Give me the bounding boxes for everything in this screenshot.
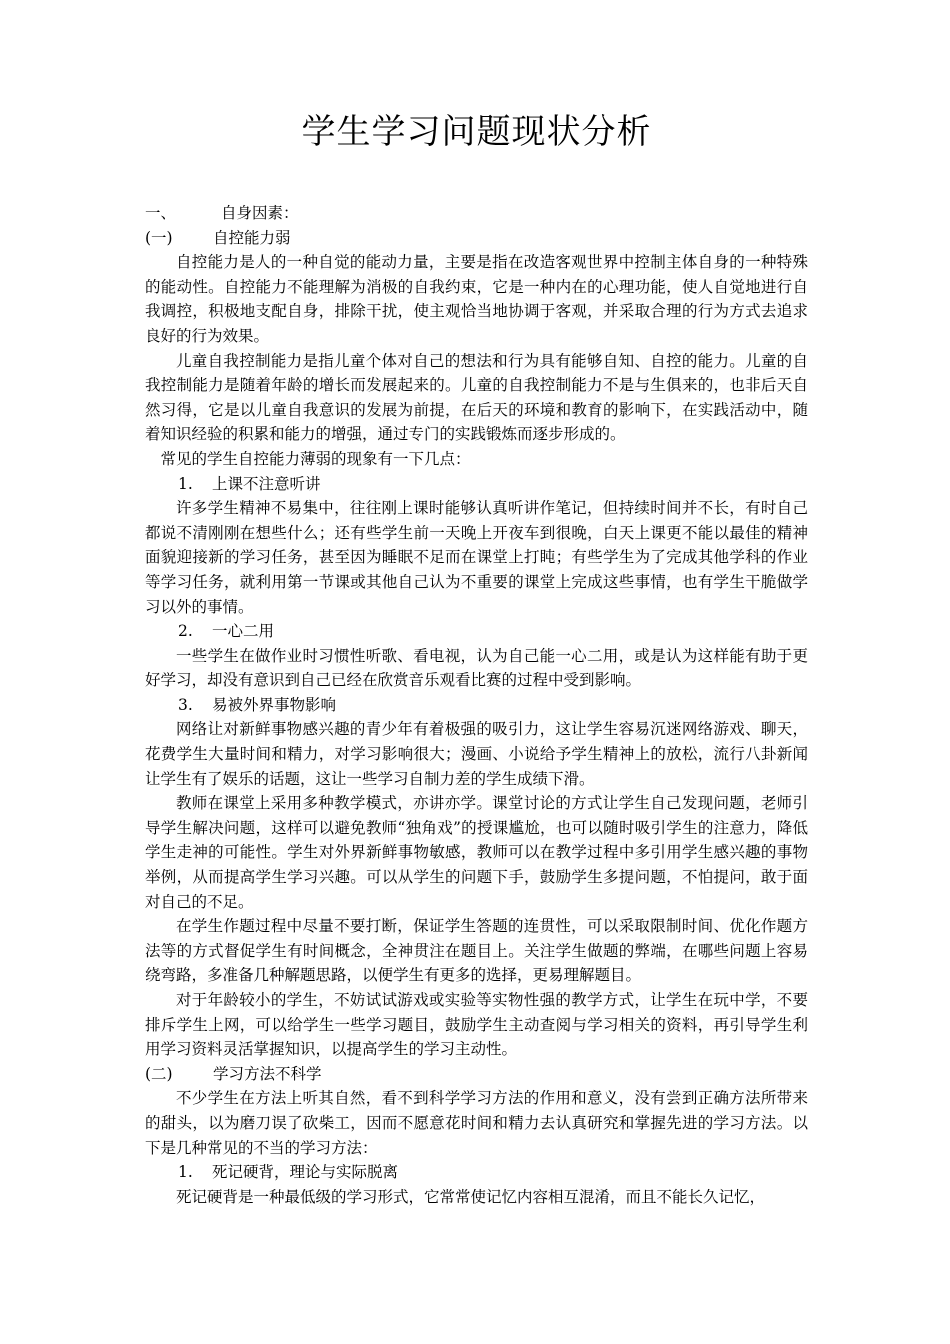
list-item-heading [145,619,808,644]
section-heading [145,201,808,226]
paragraph: 教师在课堂上采用多种教学模式，亦讲亦学。课堂讨论的方式让学生自己发现问题，老师引导学生解决问题，这样可以避免教师“独角戏”的授课尴尬，也可以随时吸引学生的注意力，降低学生走神的可能性。学生对外界新鲜事物敏感，教师可以在教学过程中多引用学生感兴趣的事物举例，从而提高学生学习兴趣。可以从学生的问题下手，鼓励学生多提问题，不怕提问，敢于面对自己的不足。 [145,794,808,911]
paragraph: 一些学生在做作业时习惯性听歌、看电视，认为自己能一心二用，或是认为这样能有助于更好学习，却没有意识到自己已经在欣赏音乐观看比赛的过程中受到影响。 [145,646,808,690]
paragraph: 死记硬背是一种最低级的学习形式，它常常使记忆内容相互混淆，而且不能长久记忆， [176,1187,766,1206]
subsection-number: (二) [145,1064,173,1083]
document-title: 学生学习问题现状分析 [301,112,652,152]
subsection-label: 自控能力弱 [213,228,291,247]
list-item-heading [145,693,808,718]
paragraph: 不少学生在方法上听其自然，看不到科学学习方法的作用和意义，没有尝到正确方法所带来的甜头，以为磨刀误了砍柴工，因而不愿意花时间和精力去认真研究和掌握先进的学习方法。以下是几种常见的不当的学习方法： [145,1089,808,1157]
list-number: 1. [178,1163,193,1182]
list-item-heading [145,472,808,497]
list-item-heading [145,1160,808,1185]
paragraph: 网络让对新鲜事物感兴趣的青少年有着极强的吸引力，这让学生容易沉迷网络游戏、聊天，花费学生大量时间和精力，对学习影响很大；漫画、小说给予学生精神上的放松，流行八卦新闻让学生有了娱乐的话题，这让一些学习自制力差的学生成绩下滑。 [145,720,808,788]
list-number: 1. [178,474,193,493]
list-number: 3. [178,695,193,714]
list-label: 死记硬背，理论与实际脱离 [212,1163,399,1182]
list-label: 上课不注意听讲 [212,474,321,493]
paragraph: 许多学生精神不易集中，往往刚上课时能够认真听讲作笔记，但持续时间并不长，有时自己都说不清刚刚在想些什么；还有些学生前一天晚上开夜车到很晚，白天上课更不能以最佳的精神面貌迎接新的学习任务，甚至因为睡眠不足而在课堂上打盹；有些学生为了完成其他学科的作业等学习任务，就利用第一节课或其他自己认为不重要的课堂上完成这些事情，也有学生干脆做学习以外的事情。 [145,499,808,616]
section-label: 自身因素： [221,204,299,222]
subsection-heading [145,226,808,251]
section-number: 一、 [145,204,177,222]
paragraph: 儿童自我控制能力是指儿童个体对自己的想法和行为具有能够自知、自控的能力。儿童的自我控制能力是随着年龄的增长而发展起来的。儿童的自我控制能力不是与生俱来的，也非后天自然习得，它是以儿童自我意识的发展为前提，在后天的环境和教育的影响下，在实践活动中，随着知识经验的积累和能力的增强，通过专门的实践锻炼而逐步形成的。 [145,351,808,444]
document-page [145,100,808,1209]
subsection-heading [145,1062,808,1087]
subsection-number: (一) [145,228,173,247]
paragraph: 对于年龄较小的学生，不妨试试游戏或实验等实物性强的教学方式，让学生在玩中学，不要排斥学生上网，可以给学生一些学习题目，鼓励学生主动查阅与学习相关的资料，再引导学生利用学习资料灵活掌握知识，以提高学生的学习主动性。 [145,991,808,1059]
subsection-label: 学习方法不科学 [213,1064,322,1083]
paragraph: 在学生作题过程中尽量不要打断，保证学生答题的连贯性，可以采取限制时间、优化作题方法等的方式督促学生有时间概念，全神贯注在题目上。关注学生做题的弊端，在哪些问题上容易绕弯路，多准备几种解题思路，以便学生有更多的选择，更易理解题目。 [145,917,808,985]
paragraph: 常见的学生自控能力薄弱的现象有一下几点： [160,449,471,468]
list-number: 2. [178,622,193,641]
list-label: 一心二用 [212,622,275,641]
list-label: 易被外界事物影响 [212,695,337,714]
paragraph: 自控能力是人的一种自觉的能动力量，主要是指在改造客观世界中控制主体自身的一种特殊的能动性。自控能力不能理解为消极的自我约束，它是一种内在的心理功能，使人自觉地进行自我调控，积极地支配自身，排除干扰，使主观恰当地协调于客观，并采取合理的行为方式去追求良好的行为效果。 [145,253,808,345]
